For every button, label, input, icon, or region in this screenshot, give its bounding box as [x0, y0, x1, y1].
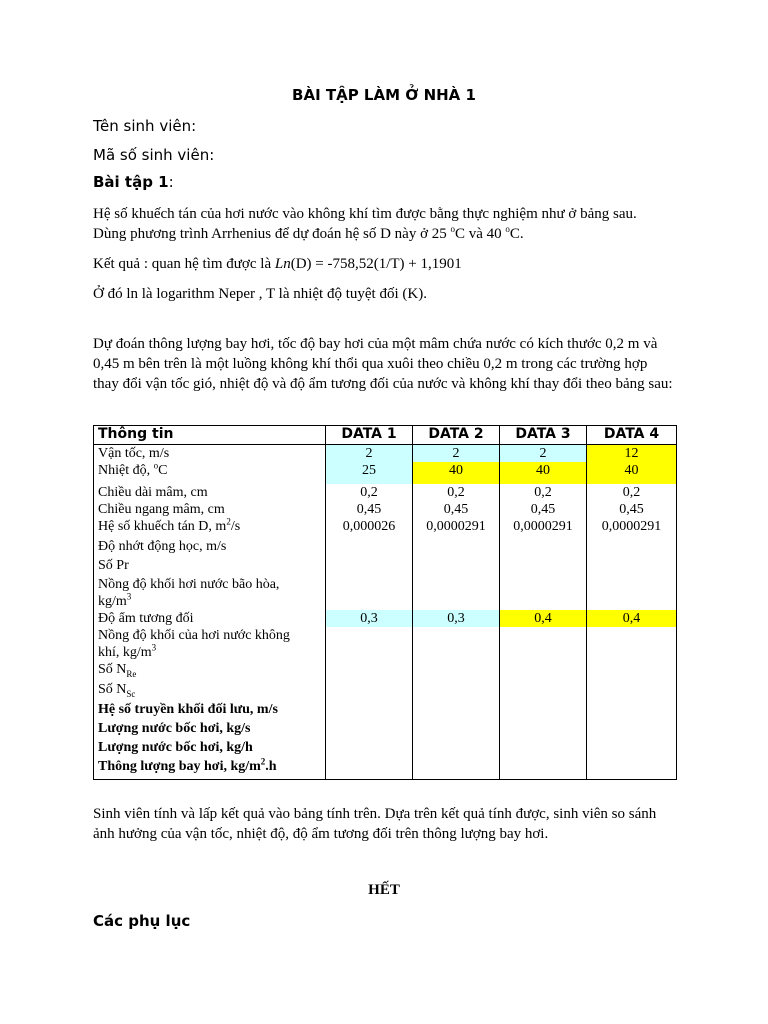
cell-empty	[413, 661, 500, 681]
intro-line-1: Hệ số khuếch tán của hơi nước vào không khí tìm được bằng thực nghiệm như ở bảng sau.	[93, 206, 637, 222]
row-label	[94, 627, 326, 661]
cell-empty	[500, 681, 587, 701]
table-row-evap-kgs	[94, 720, 677, 739]
intro-line-2b: C và 40	[455, 226, 506, 242]
cell-value: 0,2	[500, 484, 587, 501]
table-row-saturation-concentration	[94, 576, 677, 610]
cell-empty	[587, 538, 677, 557]
row-label-text: Nhiệt độ,	[98, 463, 154, 478]
cell-value: 2	[500, 445, 587, 463]
cell-value: 12	[587, 445, 677, 463]
cell-empty	[500, 627, 587, 661]
row-label	[94, 518, 326, 538]
cell-value: 0,2	[326, 484, 413, 501]
cell-value: 0,000026	[326, 518, 413, 538]
cell-empty	[326, 758, 413, 780]
row-label-sub: Re	[126, 668, 137, 679]
cell-empty	[326, 720, 413, 739]
cell-empty	[413, 758, 500, 780]
table-row-width	[94, 501, 677, 518]
row-label: Độ ẩm tương đối	[94, 610, 326, 627]
row-label: Độ nhớt động học, m/s	[94, 538, 326, 557]
header-data-2: DATA 2	[413, 426, 500, 445]
cell-value: 0,2	[413, 484, 500, 501]
result-line	[93, 254, 673, 274]
row-label-unit: /s	[230, 519, 241, 534]
closing-paragraph: Sinh viên tính và lấp kết quả vào bảng tính trên. Dựa trên kết quả tính được, sinh viên so sánh ảnh hưởng của vận tốc, nhiệt độ, độ ẩm tương đối trên thông lượng bay hơi.	[93, 806, 657, 842]
header-data-4: DATA 4	[587, 426, 677, 445]
table-row-mass-transfer	[94, 701, 677, 720]
row-label: Chiều dài mâm, cm	[94, 484, 326, 501]
cell-empty	[587, 627, 677, 661]
cell-empty	[413, 701, 500, 720]
cell-empty	[500, 720, 587, 739]
result-text-b: (D) = -758,52(1/T) + 1,1901	[290, 256, 462, 272]
table-row-air-concentration	[94, 627, 677, 661]
header-info: Thông tin	[94, 426, 326, 445]
cell-value: 40	[413, 462, 500, 484]
data-table	[93, 425, 677, 780]
cell-value: 25	[326, 462, 413, 484]
table-row-humidity	[94, 610, 677, 627]
cell-empty	[326, 681, 413, 701]
table-row-prandtl	[94, 557, 677, 576]
row-label-sup: 2	[226, 516, 231, 527]
cell-value: 2	[413, 445, 500, 463]
cell-empty	[587, 681, 677, 701]
header-data-1: DATA 1	[326, 426, 413, 445]
exercise-heading	[93, 173, 174, 191]
row-label-text: Số N	[98, 662, 127, 677]
cell-empty	[326, 701, 413, 720]
row-label-sup: 2	[260, 756, 266, 767]
row-label	[94, 661, 326, 681]
row-label-line-1: Nồng độ khối hơi nước bão hòa,	[98, 577, 280, 592]
header-data-3: DATA 3	[500, 426, 587, 445]
row-label-text: Hệ số khuếch tán D, m	[98, 519, 227, 534]
intro-line-2a: Dùng phương trình Arrhenius để dự đoán hệ số D này ở 25	[93, 226, 451, 242]
cell-empty	[326, 627, 413, 661]
row-label	[94, 576, 326, 610]
row-label	[94, 462, 326, 484]
end-label: HẾT	[368, 882, 400, 898]
cell-empty	[413, 576, 500, 610]
cell-empty	[413, 681, 500, 701]
row-label: Số Pr	[94, 557, 326, 576]
cell-empty	[500, 701, 587, 720]
student-id-label: Mã số sinh viên:	[93, 146, 215, 164]
intro-line-2	[93, 224, 673, 244]
row-label: Lượng nước bốc hơi, kg/s	[94, 720, 326, 739]
row-label-unit: .h	[265, 759, 277, 774]
cell-empty	[587, 557, 677, 576]
cell-empty	[500, 538, 587, 557]
cell-value: 0,3	[326, 610, 413, 627]
cell-value: 40	[587, 462, 677, 484]
cell-value: 0,4	[587, 610, 677, 627]
cell-empty	[587, 576, 677, 610]
cell-empty	[500, 576, 587, 610]
degree-sup-1: o	[450, 224, 455, 234]
cell-empty	[587, 739, 677, 758]
cell-value: 2	[326, 445, 413, 463]
table-row-diffusivity	[94, 518, 677, 538]
cell-value: 0,0000291	[587, 518, 677, 538]
cell-value: 0,0000291	[500, 518, 587, 538]
exercise-heading-colon: :	[168, 173, 174, 191]
where-line: Ở đó ln là logarithm Neper , T là nhiệt độ tuyệt đối (K).	[93, 286, 427, 302]
row-label-line-1: Nồng độ khối của hơi nước không	[98, 628, 290, 643]
row-label	[94, 758, 326, 780]
table-row-temperature	[94, 462, 677, 484]
cell-empty	[326, 576, 413, 610]
row-label-line-2: khí, kg/m	[98, 645, 152, 660]
cell-empty	[500, 758, 587, 780]
exercise-heading-text: Bài tập 1	[93, 173, 169, 191]
problem-paragraph: Dự đoán thông lượng bay hơi, tốc độ bay hơi của một mâm chứa nước có kích thước 0,2 m và 0,45 m bên trên là một luồng không khí thổi qua xuôi theo chiều 0,2 m trong các trường hợp thay đổi vận tốc gió, nhiệt độ và độ ẩm tương đối của nước và không khí thay đổi theo bảng sau:	[93, 336, 673, 392]
table-header-row	[94, 426, 677, 445]
row-label-unit: C	[158, 463, 168, 478]
cell-empty	[500, 661, 587, 681]
intro-paragraph	[93, 204, 673, 244]
student-name-label: Tên sinh viên:	[93, 117, 197, 135]
result-text-a: Kết quả : quan hệ tìm được là	[93, 256, 275, 272]
cell-empty	[413, 627, 500, 661]
cell-empty	[587, 758, 677, 780]
row-label	[94, 681, 326, 701]
table-row-viscosity	[94, 538, 677, 557]
document-title	[0, 86, 768, 105]
cell-value: 0,4	[500, 610, 587, 627]
row-label-sup: 3	[151, 642, 157, 653]
row-label: Vận tốc, m/s	[94, 445, 326, 463]
row-label-sub: Sc	[126, 688, 136, 699]
row-label-line-2: kg/m	[98, 594, 127, 609]
cell-value: 40	[500, 462, 587, 484]
cell-empty	[413, 720, 500, 739]
degree-sup-2: o	[505, 224, 510, 234]
cell-value: 0,45	[413, 501, 500, 518]
cell-empty	[413, 538, 500, 557]
cell-value: 0,45	[587, 501, 677, 518]
cell-value: 0,3	[413, 610, 500, 627]
cell-value: 0,0000291	[413, 518, 500, 538]
cell-empty	[326, 661, 413, 681]
cell-empty	[326, 557, 413, 576]
table-row-reynolds	[94, 661, 677, 681]
cell-empty	[413, 739, 500, 758]
cell-empty	[326, 538, 413, 557]
cell-empty	[587, 661, 677, 681]
appendix-heading: Các phụ lục	[93, 912, 191, 930]
table-row-flux	[94, 758, 677, 780]
cell-empty	[587, 701, 677, 720]
table-row-length	[94, 484, 677, 501]
document-title-text: BÀI TẬP LÀM Ở NHÀ 1	[292, 86, 476, 104]
cell-empty	[500, 739, 587, 758]
cell-empty	[326, 739, 413, 758]
row-label-text: Số N	[98, 682, 127, 697]
row-label: Hệ số truyền khối đối lưu, m/s	[94, 701, 326, 720]
cell-value: 0,2	[587, 484, 677, 501]
degree-sup: o	[153, 460, 159, 471]
cell-empty	[587, 720, 677, 739]
row-label-sup: 3	[126, 591, 132, 602]
row-label: Chiều ngang mâm, cm	[94, 501, 326, 518]
table-row-velocity	[94, 445, 677, 463]
cell-empty	[413, 557, 500, 576]
cell-value: 0,45	[326, 501, 413, 518]
cell-value: 0,45	[500, 501, 587, 518]
cell-empty	[500, 557, 587, 576]
table-row-evap-kgh	[94, 739, 677, 758]
row-label: Lượng nước bốc hơi, kg/h	[94, 739, 326, 758]
row-label-text: Thông lượng bay hơi, kg/m	[98, 759, 261, 774]
intro-line-2c: C.	[509, 226, 524, 242]
table-row-schmidt	[94, 681, 677, 701]
result-ln: Ln	[274, 256, 291, 272]
